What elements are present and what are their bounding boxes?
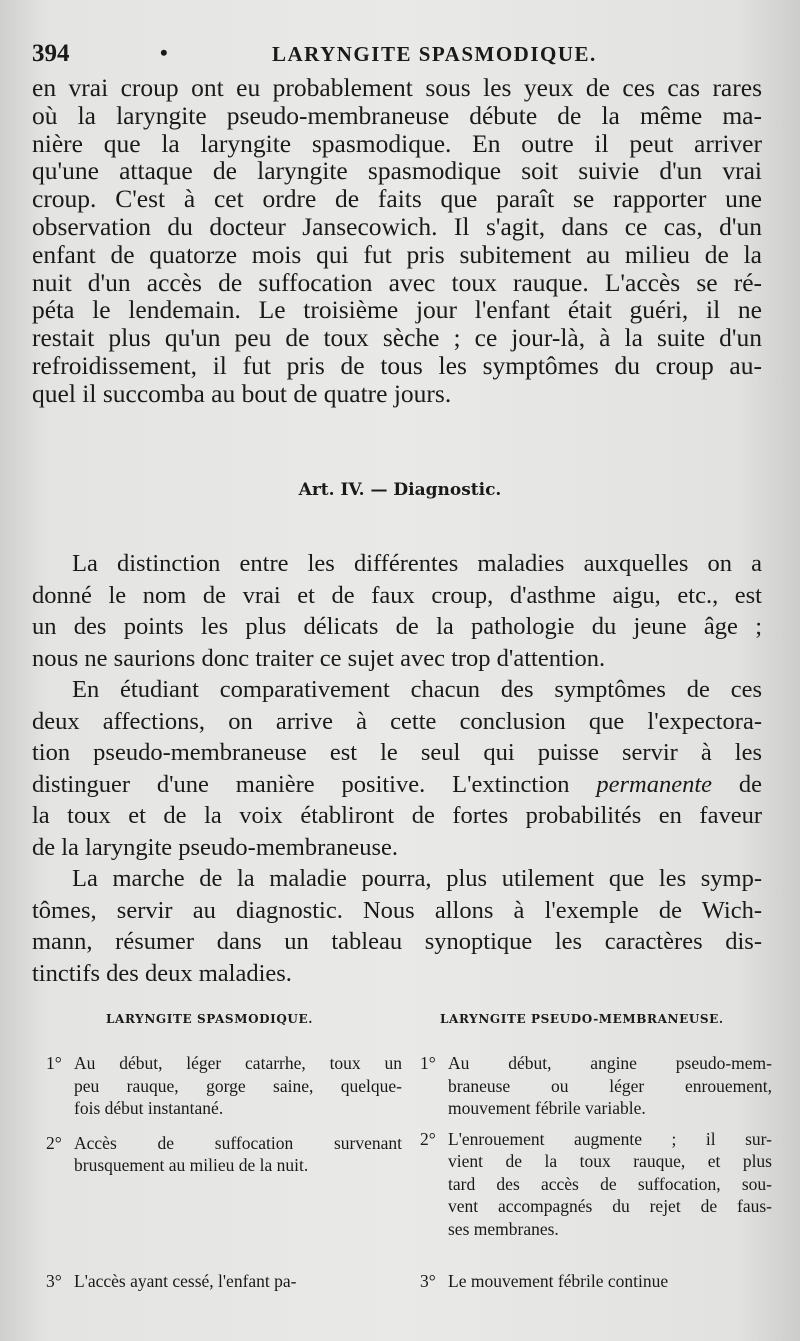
text-line: de la laryngite pseudo-membraneuse. [32, 833, 399, 861]
paragraph [32, 674, 762, 863]
diagnostic-text [32, 548, 762, 989]
text-line: vent accompagnés du rejet de faus- [448, 1196, 772, 1216]
text-line: observation du docteur Jansecowich. Il s'agit, dans ce cas, d'un [32, 211, 762, 241]
text-line: où la laryngite pseudo-membraneuse débute de la même ma- [32, 100, 762, 130]
text-line: en vrai croup ont eu probablement sous les yeux de ces cas rares [32, 73, 762, 102]
item-number: 2° [420, 1128, 436, 1149]
table-item [46, 1270, 297, 1293]
text-line [32, 769, 762, 801]
text-line: La distinction entre les différentes maladies auxquelles on a [72, 550, 762, 577]
text-line: L'accès ayant cessé, l'enfant pa- [74, 1271, 297, 1291]
text-line: nière que la laryngite spasmodique. En outre il peut arriver [32, 128, 762, 158]
paragraph [32, 863, 762, 989]
text-line: un des points les plus délicats de la pathologie du jeune âge ; [32, 613, 762, 640]
text-span: de [712, 770, 763, 798]
text-line: brusquement au milieu de la nuit. [74, 1155, 309, 1175]
text-line: ses membranes. [448, 1218, 559, 1239]
text-line: donné le nom de vrai et de faux croup, d'asthme aigu, etc., est [32, 581, 762, 609]
emphasis-text: permanente [596, 770, 713, 798]
table-item [420, 1128, 772, 1241]
text-line: mann, résumer dans un tableau synoptique les caractères dis- [32, 928, 762, 955]
item-number: 1° [420, 1053, 436, 1073]
text-line: Le mouvement fébrile continue [448, 1271, 669, 1291]
right-column [420, 1052, 772, 1291]
text-span: distinguer d'une manière positive. L'extinction [32, 770, 597, 798]
text-line: mouvement fébrile variable. [448, 1098, 646, 1118]
text-line: braneuse ou léger enrouement, [448, 1075, 772, 1096]
text-line: enfant de quatorze mois qui fut pris subitement au milieu de la [32, 239, 762, 269]
text-line: tard des accès de suffocation, sou- [448, 1173, 772, 1194]
text-line: nuit d'un accès de suffocation avec toux rauque. L'accès se ré- [32, 267, 762, 297]
item-number: 3° [46, 1271, 62, 1291]
left-column [46, 1052, 402, 1291]
text-line: péta le lendemain. Le troisième jour l'enfant était guéri, il ne [32, 295, 762, 325]
text-line: fois début instantané. [74, 1098, 224, 1118]
text-line: Au début, angine pseudo-mem- [448, 1053, 772, 1073]
text-line: qu'une attaque de laryngite spasmodique soit suivie d'un vrai [32, 156, 762, 186]
text-line: tinctifs des deux maladies. [32, 959, 292, 987]
item-number: 3° [420, 1271, 436, 1291]
text-line: croup. C'est à cet ordre de faits que paraît se rapporter une [32, 184, 762, 214]
text-line: peu rauque, gorge saine, quelque- [74, 1075, 402, 1096]
right-column-heading: LARYNGITE PSEUDO-MEMBRANEUSE. [440, 1012, 724, 1026]
section-heading: Art. IV. — Diagnostic. [298, 480, 502, 500]
text-line: L'enrouement augmente ; il sur- [448, 1128, 772, 1149]
text-line: refroidissement, il fut pris de tous les symptômes du croup au- [32, 350, 762, 380]
table-item [46, 1132, 402, 1177]
item-number: 2° [46, 1132, 62, 1153]
text-line: Accès de suffocation survenant [74, 1132, 402, 1153]
table-item [420, 1270, 668, 1293]
text-line: quel il succomba au bout de quatre jours. [32, 378, 452, 408]
text-line: En étudiant comparativement chacun des symptômes de ces [72, 676, 762, 703]
text-line: restait plus qu'un peu de toux sèche ; ce jour-là, à la suite d'un [32, 323, 762, 353]
table-item [46, 1052, 402, 1120]
left-column-heading: LARYNGITE SPASMODIQUE. [106, 1012, 313, 1026]
page-header [32, 36, 760, 72]
item-number: 1° [46, 1053, 62, 1073]
text-line: tômes, servir au diagnostic. Nous allons à l'exemple de Wich- [32, 896, 762, 924]
table-item [420, 1052, 772, 1120]
text-line: nous ne saurions donc traiter ce sujet avec trop d'attention. [32, 644, 606, 672]
text-line: La marche de la maladie pourra, plus utilement que les symp- [72, 865, 762, 892]
header-dot: • [160, 40, 168, 65]
text-line: Au début, léger catarrhe, toux un [74, 1053, 402, 1073]
text-line: tion pseudo-membraneuse est le seul qui puisse servir à les [32, 739, 762, 766]
text-line: deux affections, on arrive à cette conclusion que l'expectora- [32, 707, 762, 735]
synoptic-table-header [0, 1012, 800, 1034]
text-line: la toux et de la voix établiront de fortes probabilités en faveur [32, 802, 762, 829]
page-number: 394 [32, 40, 70, 67]
paragraph [32, 548, 762, 674]
text-line: vient de la toux rauque, et plus [448, 1151, 772, 1171]
paragraph-continuation [32, 74, 762, 408]
running-title: LARYNGITE SPASMODIQUE. [272, 42, 597, 66]
